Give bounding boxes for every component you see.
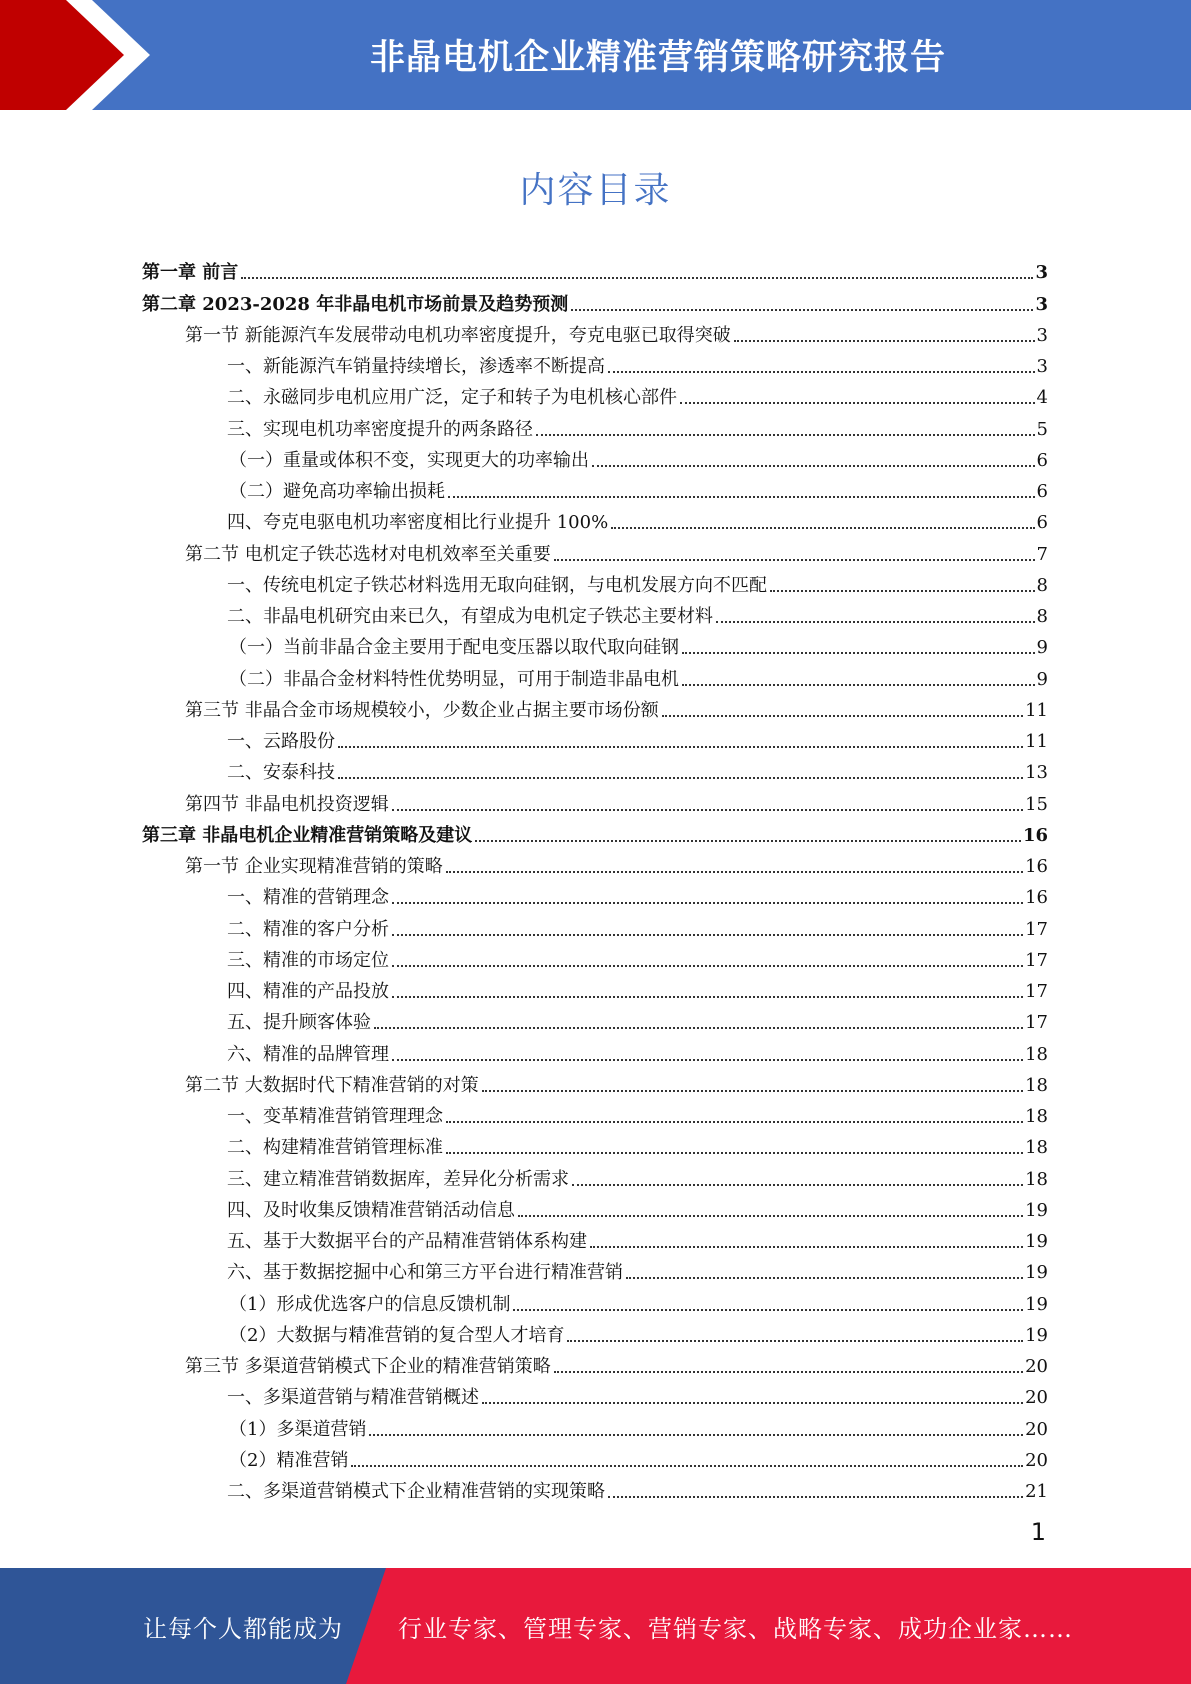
toc-entry-page: 11 (1025, 699, 1048, 721)
toc-entry-page: 18 (1025, 1043, 1048, 1065)
toc-dot-leader (482, 1402, 1023, 1404)
toc-entry[interactable] (142, 722, 1048, 753)
toc-entry[interactable] (142, 659, 1048, 690)
toc-dot-leader (682, 684, 1035, 686)
toc-entry[interactable] (142, 628, 1048, 659)
toc-dot-leader (716, 621, 1035, 623)
toc-entry-title: 一、精准的营销理念 (227, 887, 389, 909)
toc-entry-page: 18 (1025, 1106, 1048, 1127)
toc-entry-title: 一、变革精准营销管理理念 (227, 1106, 443, 1127)
toc-entry[interactable] (142, 534, 1048, 565)
toc-entry-page: 20 (1025, 1449, 1048, 1471)
header-banner (0, 0, 1191, 110)
toc-dot-leader (392, 902, 1023, 904)
toc-dot-leader (567, 1340, 1023, 1342)
toc-dot-leader (662, 715, 1023, 717)
toc-entry-title: 二、精准的客户分析 (227, 918, 389, 940)
toc-entry-title: 第一节 企业实现精准营销的策略 (185, 856, 443, 877)
toc-entry-page: 11 (1025, 731, 1048, 752)
toc-entry[interactable] (142, 1253, 1048, 1284)
toc-entry[interactable] (142, 347, 1048, 378)
toc-entry[interactable] (142, 1191, 1048, 1222)
toc-entry-page: 6 (1036, 449, 1048, 471)
toc-dot-leader (554, 1371, 1023, 1373)
toc-dot-leader (518, 1215, 1023, 1217)
toc-entry-page: 19 (1025, 1293, 1048, 1315)
toc-entry-page: 6 (1036, 481, 1048, 502)
toc-entry-title: 二、安泰科技 (227, 762, 335, 784)
toc-entry-page: 15 (1025, 793, 1048, 815)
toc-entry[interactable] (142, 316, 1048, 347)
toc-entry[interactable] (142, 1066, 1048, 1097)
page-number: 1 (1030, 1518, 1046, 1546)
toc-entry[interactable] (142, 1316, 1048, 1347)
toc-dot-leader (475, 840, 1021, 842)
toc-entry-title: （一）重量或体积不变，实现更大的功率输出 (229, 449, 589, 471)
toc-dot-leader (338, 777, 1023, 779)
toc-entry-title: 第二节 电机定子铁芯选材对电机效率至关重要 (185, 543, 551, 565)
toc-entry[interactable] (142, 253, 1048, 284)
toc-entry[interactable] (142, 1409, 1048, 1440)
toc-dot-leader (554, 559, 1035, 561)
toc-entry-page: 16 (1022, 824, 1048, 846)
toc-entry-page: 18 (1025, 1137, 1048, 1159)
toc-dot-leader (392, 965, 1023, 967)
toc-entry-title: 二、非晶电机研究由来已久，有望成为电机定子铁芯主要材料 (227, 606, 713, 627)
toc-entry-page: 3 (1035, 262, 1048, 284)
toc-entry-title: 第二节 大数据时代下精准营销的对策 (185, 1074, 479, 1096)
toc-entry-title: 第三章 非晶电机企业精准营销策略及建议 (142, 824, 473, 846)
toc-dot-leader (608, 1496, 1023, 1498)
toc-dot-leader (734, 340, 1035, 342)
toc-dot-leader (680, 402, 1035, 404)
toc-entry-page: 17 (1025, 949, 1048, 971)
toc-dot-leader (446, 871, 1023, 873)
toc-entry-page: 18 (1025, 1168, 1048, 1190)
chevron-right-icon (0, 0, 160, 110)
toc-entry-title: 二、多渠道营销模式下企业精准营销的实现策略 (227, 1481, 605, 1502)
report-title: 非晶电机企业精准营销策略研究报告 (369, 38, 946, 78)
toc-entry-page: 6 (1036, 512, 1048, 534)
toc-entry-page: 19 (1025, 1324, 1048, 1346)
toc-entry[interactable] (142, 378, 1048, 409)
toc-entry-page: 9 (1036, 637, 1048, 659)
toc-entry[interactable] (142, 816, 1048, 847)
toc-dot-leader (374, 1027, 1023, 1029)
toc-entry-page: 7 (1036, 543, 1048, 565)
toc-entry-page: 20 (1025, 1356, 1048, 1377)
toc-entry-title: 三、建立精准营销数据库，差异化分析需求 (227, 1168, 569, 1190)
toc-entry-page: 17 (1025, 918, 1048, 940)
toc-entry-page: 4 (1036, 387, 1048, 409)
toc-entry-title: （二）避免高功率输出损耗 (229, 481, 445, 502)
toc-entry[interactable] (142, 941, 1048, 972)
toc-entry-title: 一、云路股份 (227, 731, 335, 752)
toc-entry-page: 16 (1025, 887, 1048, 909)
toc-entry[interactable] (142, 472, 1048, 503)
toc-entry-page: 5 (1036, 418, 1048, 440)
toc-entry[interactable] (142, 284, 1048, 315)
toc-dot-leader (392, 1059, 1023, 1061)
toc-dot-leader (448, 496, 1035, 498)
toc-dot-leader (572, 1184, 1023, 1186)
toc-entry-title: 三、精准的市场定位 (227, 949, 389, 971)
toc-entry[interactable] (142, 566, 1048, 597)
toc-entry[interactable] (142, 1097, 1048, 1128)
toc-dot-leader (392, 809, 1023, 811)
toc-entry-title: 六、精准的品牌管理 (227, 1043, 389, 1065)
toc-entry-title: 第四节 非晶电机投资逻辑 (185, 793, 389, 815)
toc-entry-page: 20 (1025, 1418, 1048, 1440)
toc-entry[interactable] (142, 1378, 1048, 1409)
toc-dot-leader (611, 527, 1034, 529)
toc-entry-title: （2）精准营销 (229, 1449, 349, 1471)
toc-list (142, 253, 1048, 1503)
toc-entry-page: 3 (1036, 324, 1048, 346)
toc-entry-title: 第一节 新能源汽车发展带动电机功率密度提升，夸克电驱已取得突破 (185, 324, 731, 346)
toc-dot-leader (241, 277, 1033, 279)
toc-entry[interactable] (142, 1347, 1048, 1378)
toc-dot-leader (369, 1434, 1023, 1436)
toc-entry-title: 第三节 非晶合金市场规模较小，少数企业占据主要市场份额 (185, 699, 659, 721)
toc-dot-leader (536, 434, 1035, 436)
toc-entry[interactable] (142, 784, 1048, 815)
toc-dot-leader (682, 652, 1035, 654)
toc-dot-leader (770, 590, 1035, 592)
toc-entry-title: （一）当前非晶合金主要用于配电变压器以取代取向硅钢 (229, 637, 679, 659)
toc-entry[interactable] (142, 441, 1048, 472)
toc-entry[interactable] (142, 753, 1048, 784)
toc-dot-leader (571, 309, 1033, 311)
toc-entry-page: 8 (1036, 606, 1048, 627)
toc-entry[interactable] (142, 597, 1048, 628)
footer-slogan-right: 行业专家、管理专家、营销专家、战略专家、成功企业家…… (398, 1614, 1073, 1643)
toc-entry[interactable] (142, 972, 1048, 1003)
toc-entry[interactable] (142, 409, 1048, 440)
toc-entry[interactable] (142, 691, 1048, 722)
toc-dot-leader (446, 1152, 1023, 1154)
footer-slogan-left: 让每个人都能成为 (143, 1614, 343, 1643)
toc-entry[interactable] (142, 1159, 1048, 1190)
toc-entry-title: 一、新能源汽车销量持续增长，渗透率不断提高 (227, 356, 605, 377)
toc-dot-leader (513, 1309, 1023, 1311)
toc-entry[interactable] (142, 1222, 1048, 1253)
toc-entry-page: 8 (1036, 574, 1048, 596)
toc-entry[interactable] (142, 1441, 1048, 1472)
toc-dot-leader (446, 1121, 1023, 1123)
toc-entry-title: 二、永磁同步电机应用广泛，定子和转子为电机核心部件 (227, 387, 677, 409)
toc-entry-page: 3 (1035, 293, 1048, 315)
toc-entry-page: 21 (1025, 1481, 1048, 1502)
toc-entry[interactable] (142, 878, 1048, 909)
toc-entry-title: 六、基于数据挖掘中心和第三方平台进行精准营销 (227, 1262, 623, 1284)
toc-heading: 内容目录 (519, 170, 672, 211)
toc-entry-title: 四、及时收集反馈精准营销活动信息 (227, 1199, 515, 1221)
toc-dot-leader (351, 1465, 1023, 1467)
toc-dot-leader (592, 465, 1035, 467)
toc-entry-title: 五、提升顾客体验 (227, 1012, 371, 1034)
toc-entry[interactable] (142, 1003, 1048, 1034)
toc-entry-page: 9 (1036, 668, 1048, 690)
toc-entry[interactable] (142, 909, 1048, 940)
toc-entry-title: （1）形成优选客户的信息反馈机制 (229, 1293, 511, 1315)
toc-entry-page: 18 (1025, 1074, 1048, 1096)
toc-dot-leader (338, 746, 1023, 748)
toc-entry-title: 四、精准的产品投放 (227, 981, 389, 1002)
toc-dot-leader (608, 371, 1035, 373)
toc-entry-title: 二、构建精准营销管理标准 (227, 1137, 443, 1159)
toc-entry[interactable] (142, 1128, 1048, 1159)
toc-entry-page: 13 (1025, 762, 1048, 784)
toc-entry[interactable] (142, 1472, 1048, 1503)
toc-entry-title: 一、多渠道营销与精准营销概述 (227, 1387, 479, 1409)
toc-entry-page: 16 (1025, 856, 1048, 877)
toc-dot-leader (626, 1277, 1023, 1279)
toc-entry[interactable] (142, 847, 1048, 878)
toc-entry-page: 19 (1025, 1199, 1048, 1221)
toc-entry[interactable] (142, 1034, 1048, 1065)
toc-entry-page: 3 (1036, 356, 1048, 377)
toc-entry-title: 四、夸克电驱电机功率密度相比行业提升 100% (227, 512, 609, 534)
toc-entry-title: 一、传统电机定子铁芯材料选用无取向硅钢，与电机发展方向不匹配 (227, 574, 767, 596)
toc-entry-title: （1）多渠道营销 (229, 1418, 367, 1440)
toc-entry[interactable] (142, 1284, 1048, 1315)
toc-entry-page: 17 (1025, 981, 1048, 1002)
toc-dot-leader (392, 996, 1023, 998)
toc-entry-title: 第一章 前言 (142, 262, 239, 284)
toc-dot-leader (482, 1090, 1023, 1092)
footer-banner (0, 1568, 1191, 1684)
toc-entry-title: 五、基于大数据平台的产品精准营销体系构建 (227, 1231, 587, 1252)
toc-entry-page: 19 (1025, 1231, 1048, 1252)
toc-entry-title: 第二章 2023-2028 年非晶电机市场前景及趋势预测 (142, 293, 569, 315)
toc-entry-page: 20 (1025, 1387, 1048, 1409)
toc-entry[interactable] (142, 503, 1048, 534)
toc-entry-title: （二）非晶合金材料特性优势明显，可用于制造非晶电机 (229, 668, 679, 690)
toc-entry-page: 17 (1025, 1012, 1048, 1034)
toc-dot-leader (392, 934, 1023, 936)
toc-dot-leader (590, 1246, 1023, 1248)
toc-entry-page: 19 (1025, 1262, 1048, 1284)
toc-entry-title: 第三节 多渠道营销模式下企业的精准营销策略 (185, 1356, 551, 1377)
toc-entry-title: （2）大数据与精准营销的复合型人才培育 (229, 1324, 565, 1346)
toc-entry-title: 三、实现电机功率密度提升的两条路径 (227, 418, 533, 440)
